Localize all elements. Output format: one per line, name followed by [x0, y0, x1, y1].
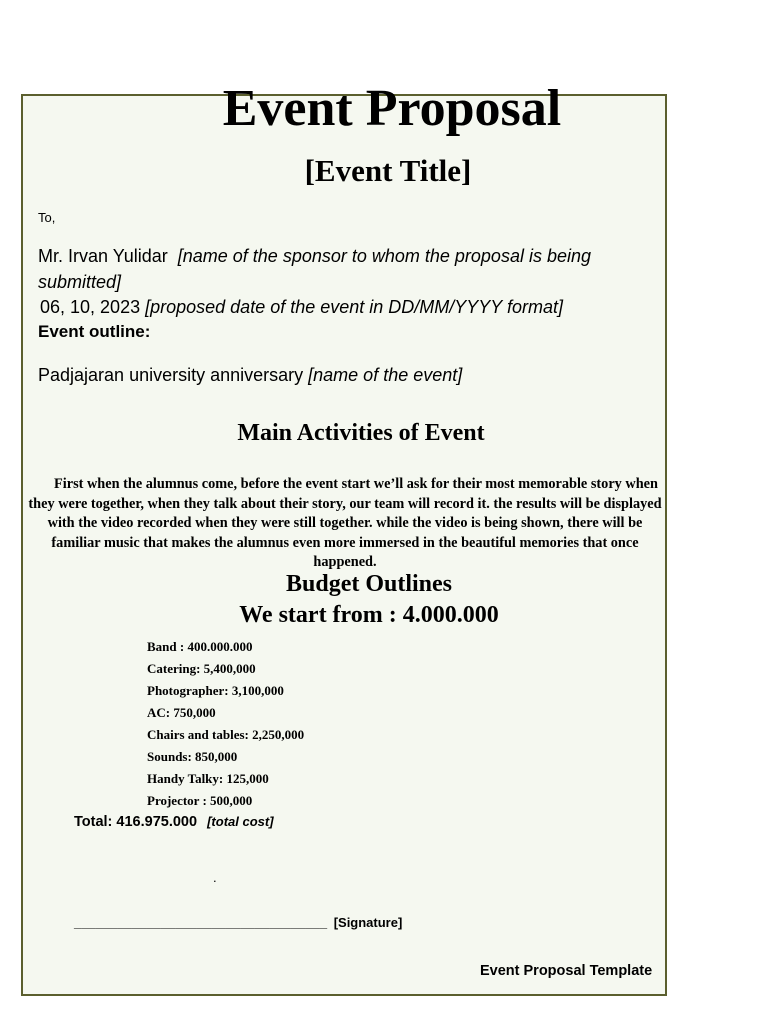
- date-line: [40, 294, 563, 320]
- activities-heading: Main Activities of Event: [237, 420, 485, 446]
- budget-item: Photographer: 3,100,000: [147, 683, 284, 698]
- signature-underline: ___________________________________: [74, 915, 328, 930]
- event-name: Padjajaran university anniversary: [38, 365, 304, 385]
- budget-item: Band : 400.000.000: [147, 639, 253, 654]
- event-outline-label: Event outline:: [38, 322, 151, 341]
- event-name-line: [38, 362, 462, 388]
- page-title: Event Proposal: [222, 80, 562, 137]
- sponsor-name: Mr. Irvan Yulidar: [38, 246, 168, 266]
- event-title-placeholder: [Event Title]: [304, 153, 472, 188]
- activities-text: First when the alumnus come, before the event start we’ll ask for their most memorable story when they were together, when they talk about their story, our team will record it. the results will be displayed with the video recorded when they were still together. while the video is being shown, there will be familiar music that makes the alumnus even more immersed in the beautiful memories that once happened.: [28, 476, 662, 570]
- event-name-note: [name of the event]: [308, 365, 463, 385]
- signature-label: [Signature]: [333, 915, 403, 930]
- stray-dot: .: [213, 870, 217, 885]
- total-note: [total cost]: [207, 814, 274, 829]
- total-value: Total: 416.975.000: [74, 814, 198, 830]
- budget-heading: Budget Outlines: [285, 571, 453, 597]
- salutation: To,: [38, 210, 56, 225]
- budget-items-list: [147, 636, 304, 812]
- budget-start: We start from : 4.000.000: [239, 602, 499, 628]
- budget-total: [74, 814, 274, 830]
- sponsor-line: [38, 243, 648, 295]
- date-note: [proposed date of the event in DD/MM/YYYY format]: [145, 297, 563, 317]
- budget-item: Chairs and tables: 2,250,000: [147, 727, 305, 742]
- budget-item: Sounds: 850,000: [147, 749, 238, 764]
- budget-item: AC: 750,000: [147, 705, 216, 720]
- signature-line: [74, 915, 402, 930]
- budget-item: Handy Talky: 125,000: [147, 771, 269, 786]
- footer-caption: Event Proposal Template: [480, 963, 653, 979]
- sponsor-note: [name of the sponsor to whom the proposal is being submitted]: [38, 246, 591, 292]
- event-date: 06, 10, 2023: [40, 297, 141, 317]
- activities-paragraph: [28, 475, 662, 573]
- budget-item: Catering: 5,400,000: [147, 661, 256, 676]
- budget-item: Projector : 500,000: [147, 793, 253, 808]
